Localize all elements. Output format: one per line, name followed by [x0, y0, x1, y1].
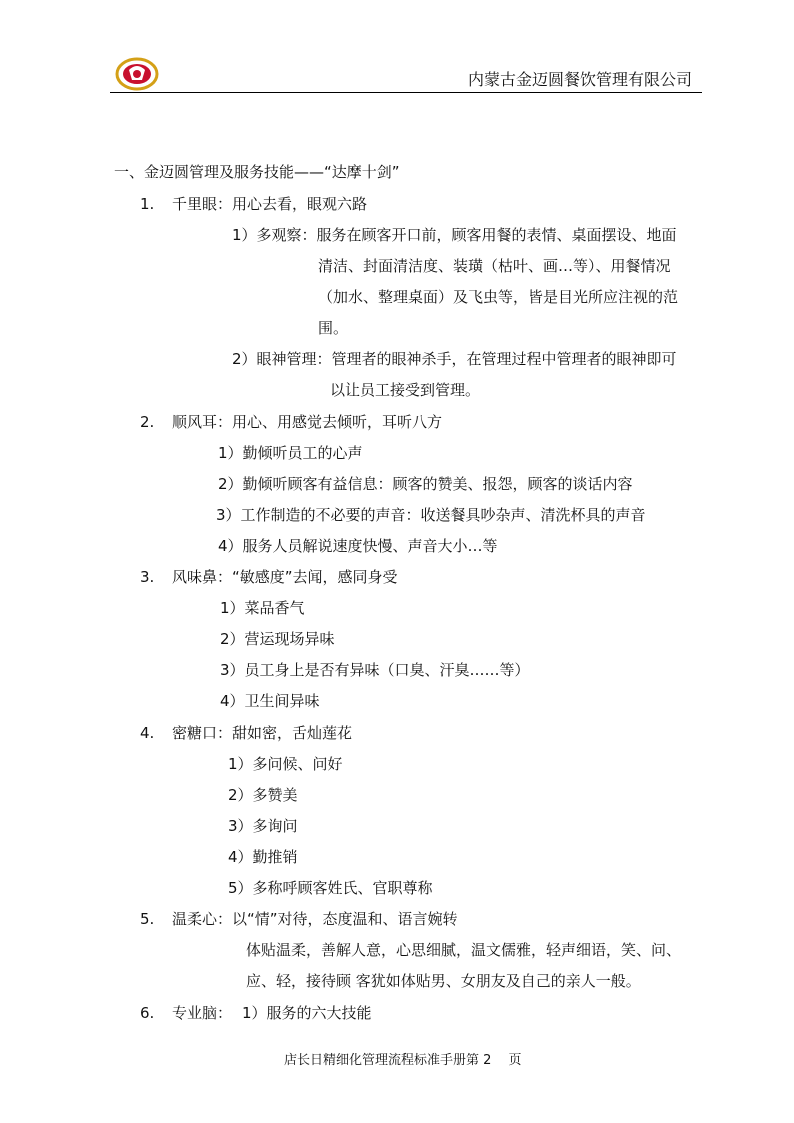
list-item: 3）工作制造的不必要的声音：收送餐具吵杂声、清洗杯具的声音 [216, 506, 646, 524]
header-divider [110, 92, 702, 93]
list-item: 2）勤倾听顾客有益信息：顾客的赞美、报怨，顾客的谈话内容 [218, 475, 633, 493]
item-5-heading [140, 909, 458, 929]
page-footer: 店长日精细化管理流程标准手册第 2 页 [284, 1053, 522, 1068]
item-2-heading [140, 412, 442, 432]
item-6-heading [140, 1003, 372, 1023]
list-item: 4）服务人员解说速度快慢、声音大小…等 [218, 537, 498, 555]
company-name: 内蒙古金迈圆餐饮管理有限公司 [467, 70, 692, 89]
list-item: 1）勤倾听员工的心声 [218, 444, 363, 462]
item-title: 风味鼻：“敏感度”去闻，感同身受 [172, 568, 398, 586]
item-1-sub-1-line-3: （加水、整理桌面）及飞虫等，皆是目光所应注视的范 [318, 288, 679, 306]
item-number: 3. [140, 568, 155, 586]
list-item: 2）营运现场异味 [220, 630, 335, 648]
item-1-sub-1-line-2: 清洁、封面清洁度、装璜（枯叶、画…等）、用餐情况 [318, 257, 671, 275]
list-item: 1）菜品香气 [220, 599, 305, 617]
item-number: 2. [140, 413, 155, 431]
list-item: 4）勤推销 [228, 848, 298, 866]
list-item: 2）多赞美 [228, 786, 298, 804]
item-1-sub-2-line-2: 以让员工接受到管理。 [330, 381, 481, 399]
list-item: 4）卫生间异味 [220, 692, 320, 710]
item-title: 密糖口：甜如密，舌灿莲花 [172, 724, 353, 742]
company-logo-icon [114, 56, 160, 92]
list-item: 1）多问候、问好 [228, 755, 343, 773]
item-1-sub-1-line-4: 围。 [318, 319, 349, 337]
item-1-sub-1-line-1: 1）多观察：服务在顾客开口前，顾客用餐的表情、桌面摆设、地面 [232, 226, 677, 244]
list-item: 3）员工身上是否有异味（口臭、汗臭……等） [220, 661, 530, 679]
item-title: 顺风耳：用心、用感觉去倾听，耳听八方 [172, 413, 443, 431]
item-number: 6. [140, 1004, 155, 1022]
item-5-body-line-1: 体贴温柔，善解人意，心思细腻，温文儒雅，轻声细语，笑、问、 [246, 941, 682, 959]
list-item: 5）多称呼顾客姓氏、官职尊称 [228, 879, 433, 897]
item-title: 千里眼：用心去看，眼观六路 [172, 195, 368, 213]
item-5-body-line-2: 应、轻，接待顾 客犹如体贴男、女朋友及自己的亲人一般。 [246, 972, 641, 990]
item-4-heading [140, 723, 352, 743]
list-item: 3）多询问 [228, 817, 298, 835]
item-title: 专业脑： [172, 1004, 233, 1022]
item-1-heading [140, 194, 367, 214]
item-1-sub-2-line-1: 2）眼神管理：管理者的眼神杀手，在管理过程中管理者的眼神即可 [232, 350, 677, 368]
item-title: 温柔心：以“情”对待，态度温和、语言婉转 [172, 910, 458, 928]
item-number: 4. [140, 724, 155, 742]
item-number: 1. [140, 195, 155, 213]
item-number: 5. [140, 910, 155, 928]
item-3-heading [140, 567, 398, 587]
item-title-suffix: 1）服务的六大技能 [242, 1004, 372, 1022]
section-title: 一、金迈圆管理及服务技能——“达摩十剑” [114, 163, 400, 181]
